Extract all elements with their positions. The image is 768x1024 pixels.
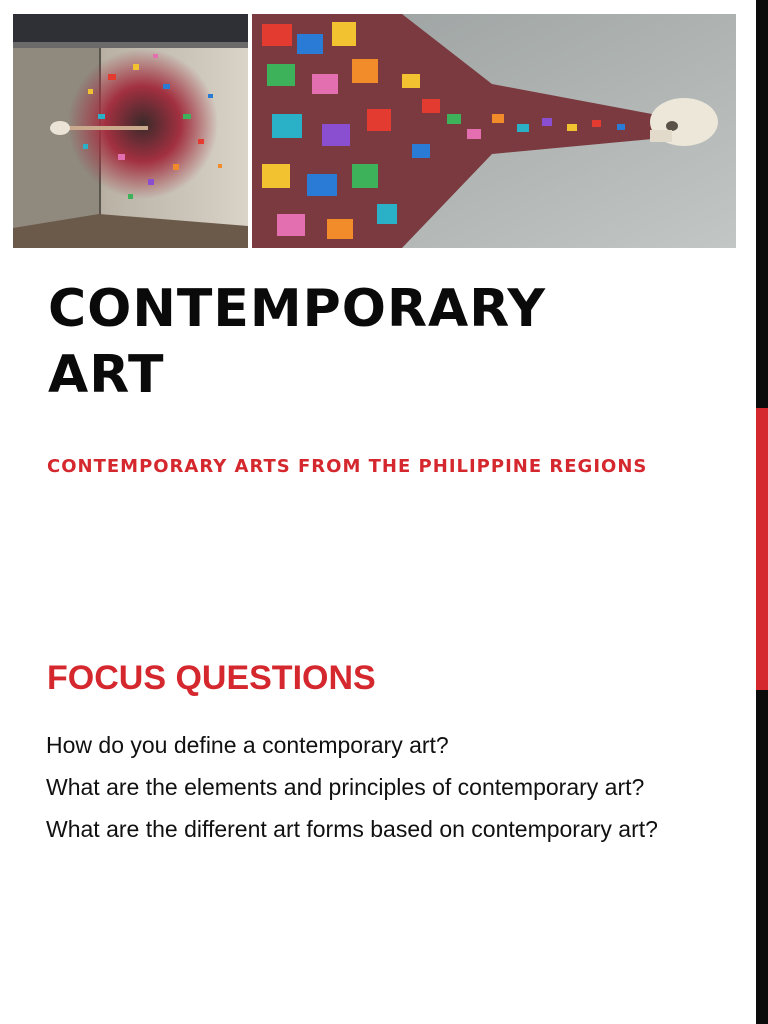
installation-photo-left-image <box>13 14 248 248</box>
focus-questions-heading: FOCUS QUESTIONS <box>47 659 376 697</box>
focus-question-item: What are the different art forms based on contemporary art? <box>46 816 658 842</box>
installation-photo-right <box>252 14 736 248</box>
installation-photo-right-image <box>252 14 736 248</box>
slide-title-line1: CONTEMPORARY <box>48 279 547 339</box>
installation-photo-left <box>13 14 248 248</box>
right-edge-accent <box>756 408 768 690</box>
slide-title-line2: ART <box>48 345 165 405</box>
slide-title <box>48 276 738 408</box>
focus-question-item: How do you define a contemporary art? <box>46 732 449 758</box>
focus-questions-list <box>46 730 736 856</box>
slide-subtitle: CONTEMPORARY ARTS FROM THE PHILIPPINE REGIONS <box>47 456 648 477</box>
focus-question-item: What are the elements and principles of contemporary art? <box>46 774 645 800</box>
